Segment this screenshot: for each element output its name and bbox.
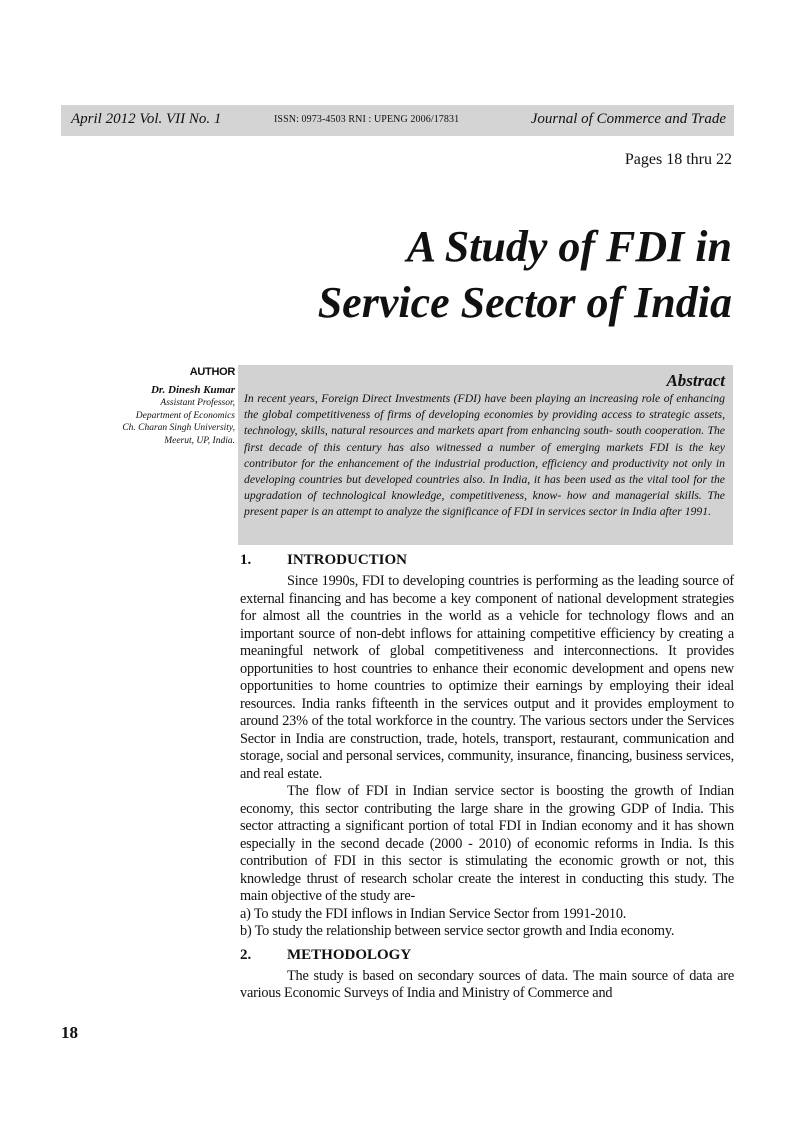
issn-info: ISSN: 0973-4503 RNI : UPENG 2006/17831 [274,114,460,125]
intro-paragraph-1: Since 1990s, FDI to developing countries is performing as the leading source of external financing and has become a key component of national development strategies for almost all the countries in the world as a vehicle for technology flows and an important source of non-debt inflows for attaining competitive efficiency by creating a meaningful network of global competitiveness and interconnections. It provides opportunities to host countries to enhance their economic development and opens new opportunities to home countries to optimize their earnings by employing their ideal resources. India ranks fifteenth in the services output and it provides employment to around 23% of the total workforce in the country. The various sectors under the Services Sector in India are construction, trade, hotels, transport, restaurant, communication and storage, social and personal services, community, insurance, financing, business services, and real estate. [240,573,734,782]
paper-title [132,219,732,331]
objective-a: a) To study the FDI inflows in Indian Service Sector from 1991-2010. [240,905,627,922]
page-number: 18 [61,1023,78,1042]
title-line-2: Service Sector of India [317,278,732,327]
objective-b: b) To study the relationship between service sector growth and India economy. [240,923,675,939]
issue-info: April 2012 Vol. VII No. 1 [71,111,222,127]
title-line-1: A Study of FDI in [406,222,732,271]
author-affiliation-line: Meerut, UP, India. [164,435,235,446]
author-affiliation-line: Assistant Professor, [160,398,235,408]
author-affiliation-line: Ch. Charan Singh University, [122,423,235,433]
journal-name: Journal of Commerce and Trade [530,111,726,127]
journal-header-bar [61,105,734,136]
intro-paragraph-2: The flow of FDI in Indian service sector is boosting the growth of Indian economy, this sector contributing the large share in the growing GDP of India. This sector attracting a significant portion of total FDI in Indian economy and it has shown especially in the second decade (2000 - 2010) of economic reforms in India. Is this contribution of FDI in this sector is stimulating the economic growth or not, this knowledge thrust of research scholar create the interest in conducting this study. The main objective of the study are- [240,783,734,904]
page-range: Pages 18 thru 22 [624,151,732,168]
abstract-heading: Abstract [666,371,725,390]
method-paragraph-1: The study is based on secondary sources of data. The main source of data are various Economic Surveys of India and Ministry of Commerce and [240,967,734,1001]
author-name: Dr. Dinesh Kumar [150,384,235,396]
abstract-text: In recent years, Foreign Direct Investments (FDI) have been playing an increasing role of enhancing the global competitiveness of firms of developing economies by providing access to strategic assets, technology, skills, natural resources and markets apart from enhancing south- south cooperation. The first decade of this century has also witnessed a number of emerging markets FDI is the key contributor for the enhancement of the industrial production, efficiency and productivity not only in developing countries but developed countries also. In India, it has been used as the vital tool for the upgradation of technological knowledge, competitiveness, know- how and managerial skills. The present paper is an attempt to analyze the significance of FDI in services sector in India after 1991. [244,392,725,519]
section-title: METHODOLOGY [287,946,412,963]
author-affiliation-line: Department of Economics [135,410,235,421]
section-number: 2. [240,946,252,963]
author-heading: AUTHOR [189,366,235,378]
author-block [90,366,235,447]
section-number: 1. [240,552,252,568]
section-title: INTRODUCTION [287,552,408,568]
section-heading-methodology [240,946,734,965]
main-body [240,551,734,1003]
abstract-box [238,365,733,545]
section-heading-introduction [240,551,734,570]
